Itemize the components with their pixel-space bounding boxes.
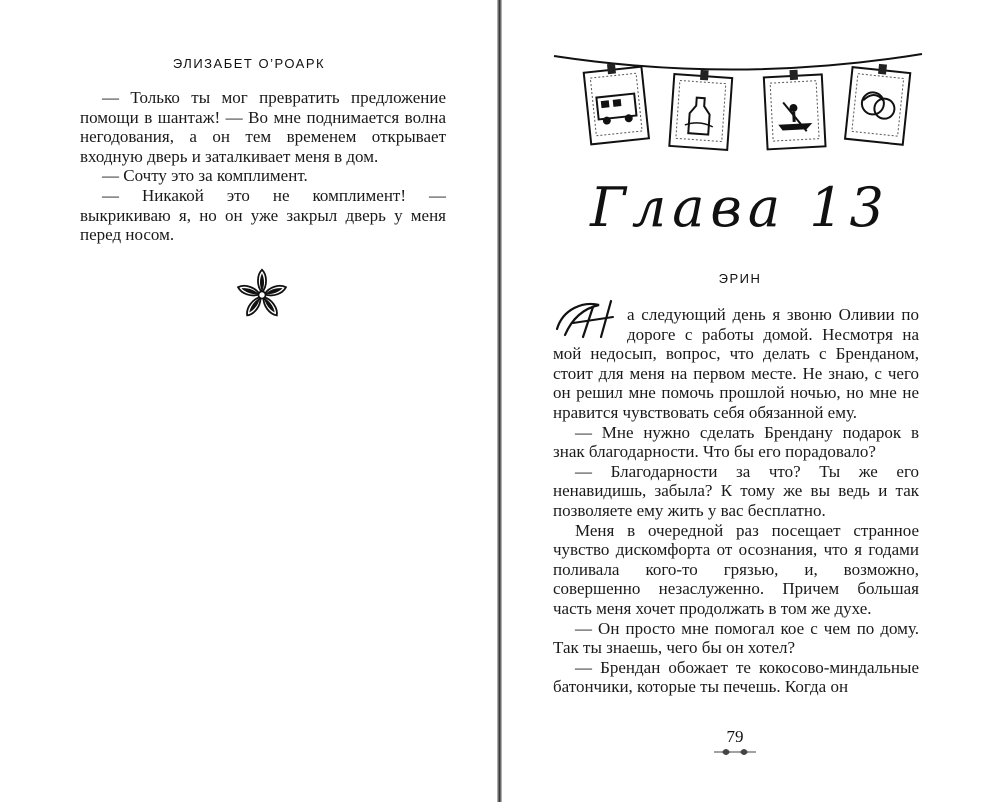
left-page: [0, 0, 498, 802]
first-paragraph-text: а следующий день я звоню Оливии по дороге с работы домой. Несмотря на мой недосып, вопрос, что делать с Бренданом, стоит для меня на первом месте. Не знаю, с чего он решил мне помочь прошлой ночью, но мне не нравится чувствовать себя обязанной ему.: [553, 305, 919, 422]
pov-name: ЭРИН: [718, 271, 762, 286]
paragraph: — Никакой это не комплимент! — выкрикиваю я, но он уже закрыл дверь у меня перед носом.: [80, 185, 446, 245]
kayak-icon: [764, 68, 826, 149]
right-page-body: [553, 299, 919, 697]
paragraph: — Он просто мне помогал кое с чем по дому. Так ты знаешь, чего бы он хотел?: [553, 618, 919, 658]
flower-ornament-icon: [235, 268, 289, 322]
paragraph: Меня в очередной раз посещает странное чувство дискомфорта от осознания, что я годами поливала кого-то грязью, и, возможно, совершенно незаслуженно. Причем большая часть меня хочет продолжать в том же духе.: [553, 520, 919, 618]
sprig-icon: [712, 745, 758, 759]
paragraph: — Брендан обожает те кокосово-миндальные батончики, которые ты печешь. Когда он: [553, 657, 919, 697]
paragraph: — Только ты мог превратить предложение помощи в шантаж! — Во мне поднимается волна негодования, а он тем временем открывает входную дверь и заталкивает меня в дом.: [80, 88, 446, 166]
left-page-body: [80, 88, 446, 245]
paragraph: — Сочту это за комплимент.: [102, 166, 308, 186]
first-paragraph: [553, 299, 919, 423]
photo-garland: [552, 44, 924, 172]
chapter-title: Глава 13: [590, 176, 890, 239]
page-number: 79: [726, 727, 744, 746]
paragraph: — Мне нужно сделать Брендану подарок в знак благодарности. Что бы его порадовало?: [553, 422, 919, 462]
bottle-icon: [669, 68, 732, 150]
drop-cap-letter: Н: [553, 299, 554, 300]
running-head: ЭЛИЗАБЕТ О’РОАРК: [172, 56, 326, 71]
couple-icon: [845, 61, 911, 145]
drop-cap: [553, 299, 625, 339]
paragraph: — Благодарности за что? Ты же его ненавидишь, забыла? К тому же вы ведь и так позволяете ему жить у вас бесплатно.: [553, 461, 919, 520]
van-icon: [583, 61, 649, 145]
